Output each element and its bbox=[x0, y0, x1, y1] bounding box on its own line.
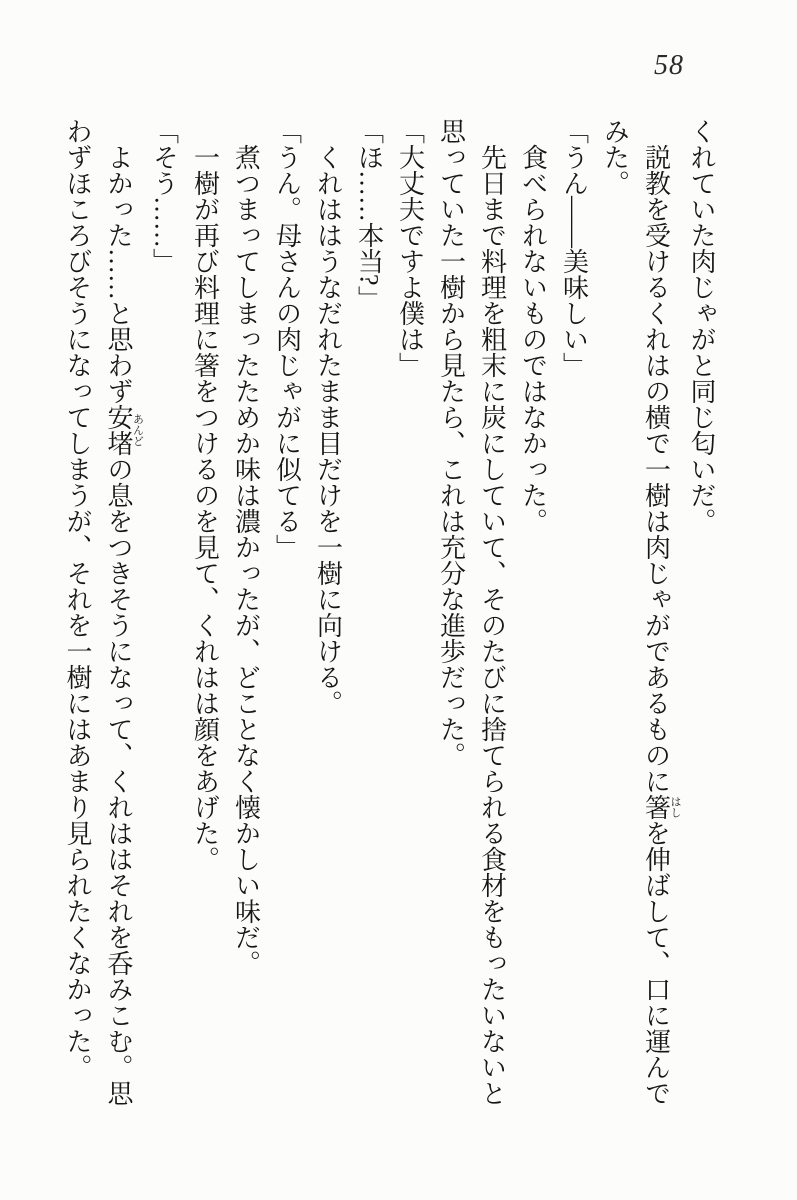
paragraph: 「そう……」 bbox=[149, 118, 179, 274]
paragraph: 煮つまってしまったためか味は濃かったが、どことなく懐かしい味だ。 bbox=[231, 144, 261, 976]
body-text bbox=[57, 118, 722, 1106]
page-number: 58 bbox=[654, 50, 684, 81]
paragraph: よかった……と思わず安堵あんどの息をつきそうになって、くれははそれを呑みこむ。思わずほころびそうになってしまうが、それを一樹にはあまり見られたくなかった。 bbox=[63, 118, 144, 1106]
furigana-annotated-word: 箸はし bbox=[641, 794, 681, 820]
paragraph: 食べられないものではなかった。 bbox=[518, 144, 548, 534]
paragraph: 「ほ……本当?」 bbox=[354, 118, 384, 312]
paragraph: 一樹が再び料理に箸をつけるのを見て、くれはは顔をあげた。 bbox=[190, 144, 220, 872]
paragraph: くれははうなだれたまま目だけを一樹に向ける。 bbox=[313, 144, 343, 716]
furigana-text: はし bbox=[669, 794, 681, 820]
furigana-annotated-word: 安堵あんど bbox=[104, 404, 144, 456]
paragraph: 「うん――美味しい」 bbox=[559, 118, 589, 378]
paragraph: 説教を受けるくれはの横で一樹は肉じゃがであるものに箸はしを伸ばして、口に運んでみた。 bbox=[600, 118, 681, 1106]
furigana-text: あんど bbox=[131, 404, 144, 456]
paragraph: 「大丈夫ですよ僕は」 bbox=[395, 118, 425, 378]
paragraph: 「うん。母さんの肉じゃがに似てる」 bbox=[272, 118, 302, 560]
paragraph: くれていた肉じゃがと同じ匂いだ。 bbox=[687, 118, 716, 534]
paragraph: 先日まで料理を粗末に炭にしていて、そのたびに捨てられる食材をもったいないと思っていた一樹から見たら、これは充分な進歩だった。 bbox=[436, 118, 507, 1106]
